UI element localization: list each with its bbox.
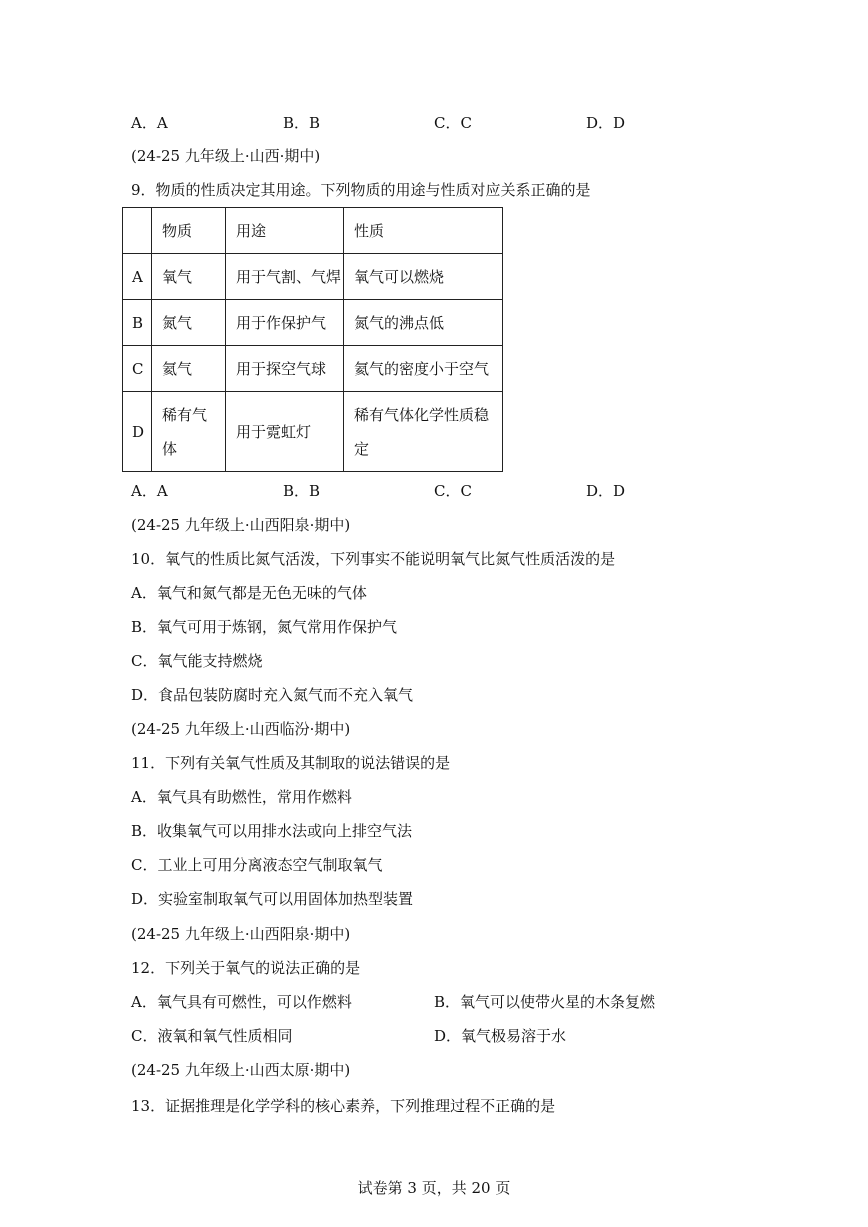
question-source: (24-25 九年级上·山西阳泉·期中) <box>131 516 351 534</box>
table-row <box>123 254 503 300</box>
question-source: (24-25 九年级上·山西太原·期中) <box>131 1061 351 1079</box>
property-use-table <box>122 207 503 472</box>
question-stem: 9．物质的性质决定其用途。下列物质的用途与性质对应关系正确的是 <box>131 181 591 199</box>
table-cell: D <box>123 392 152 472</box>
table-header-row <box>123 208 503 254</box>
cell-text: 稀有气体 <box>162 405 208 458</box>
table-cell: 氧气可以燃烧 <box>344 254 503 300</box>
option-d: D．实验室制取氧气可以用固体加热型装置 <box>131 890 414 908</box>
question-stem: 12．下列关于氧气的说法正确的是 <box>131 959 361 977</box>
table-cell: 氧气 <box>152 254 226 300</box>
option-c: C．氧气能支持燃烧 <box>131 652 263 670</box>
question-stem: 11．下列有关氧气性质及其制取的说法错误的是 <box>131 754 451 772</box>
option-d: D．D <box>586 482 626 500</box>
table-header-cell: 物质 <box>152 208 226 254</box>
table-cell: 用于霓虹灯 <box>226 392 344 472</box>
question-source: (24-25 九年级上·山西·期中) <box>131 147 321 165</box>
option-b: B．B <box>283 482 321 500</box>
table-cell: 用于气割、气焊 <box>226 254 344 300</box>
option-c: C．工业上可用分离液态空气制取氧气 <box>131 856 383 874</box>
table-cell <box>344 392 503 472</box>
table-cell: 氦气的密度小于空气 <box>344 346 503 392</box>
table-header-cell: 用途 <box>226 208 344 254</box>
table-cell: C <box>123 346 152 392</box>
table-row <box>123 300 503 346</box>
page-footer: 试卷第 3 页，共 20 页 <box>357 1179 511 1197</box>
option-a: A．氧气和氮气都是无色无味的气体 <box>131 584 367 602</box>
option-a: A．A <box>131 114 168 132</box>
question-source: (24-25 九年级上·山西阳泉·期中) <box>131 925 351 943</box>
option-a: A．氧气具有可燃性，可以作燃料 <box>131 993 352 1011</box>
table-cell: 氮气的沸点低 <box>344 300 503 346</box>
table-row <box>123 346 503 392</box>
option-c: C．C <box>434 114 472 132</box>
option-b: B．B <box>283 114 321 132</box>
question-stem: 10．氧气的性质比氮气活泼，下列事实不能说明氧气比氮气性质活泼的是 <box>131 550 616 568</box>
option-a: A．氧气具有助燃性，常用作燃料 <box>131 788 352 806</box>
table-cell: 氦气 <box>152 346 226 392</box>
table-cell: 用于作保护气 <box>226 300 344 346</box>
option-b: B．氧气可用于炼钢，氮气常用作保护气 <box>131 618 398 636</box>
cell-text: 稀有气体化学性质稳定 <box>354 405 490 458</box>
table-cell: A <box>123 254 152 300</box>
option-d: D．D <box>586 114 626 132</box>
option-c: C．C <box>434 482 472 500</box>
table-cell: B <box>123 300 152 346</box>
table-header-cell: 性质 <box>344 208 503 254</box>
option-c: C．液氧和氧气性质相同 <box>131 1027 293 1045</box>
question-source: (24-25 九年级上·山西临汾·期中) <box>131 720 351 738</box>
table-cell: 氮气 <box>152 300 226 346</box>
option-d: D．食品包装防腐时充入氮气而不充入氧气 <box>131 686 414 704</box>
table-row <box>123 392 503 472</box>
question-stem: 13．证据推理是化学学科的核心素养，下列推理过程不正确的是 <box>131 1097 556 1115</box>
option-b: B．氧气可以使带火星的木条复燃 <box>434 993 656 1011</box>
table-cell <box>123 208 152 254</box>
option-d: D．氧气极易溶于水 <box>434 1027 567 1045</box>
table-cell: 用于探空气球 <box>226 346 344 392</box>
option-a: A．A <box>131 482 168 500</box>
option-b: B．收集氧气可以用排水法或向上排空气法 <box>131 822 413 840</box>
table-cell <box>152 392 226 472</box>
